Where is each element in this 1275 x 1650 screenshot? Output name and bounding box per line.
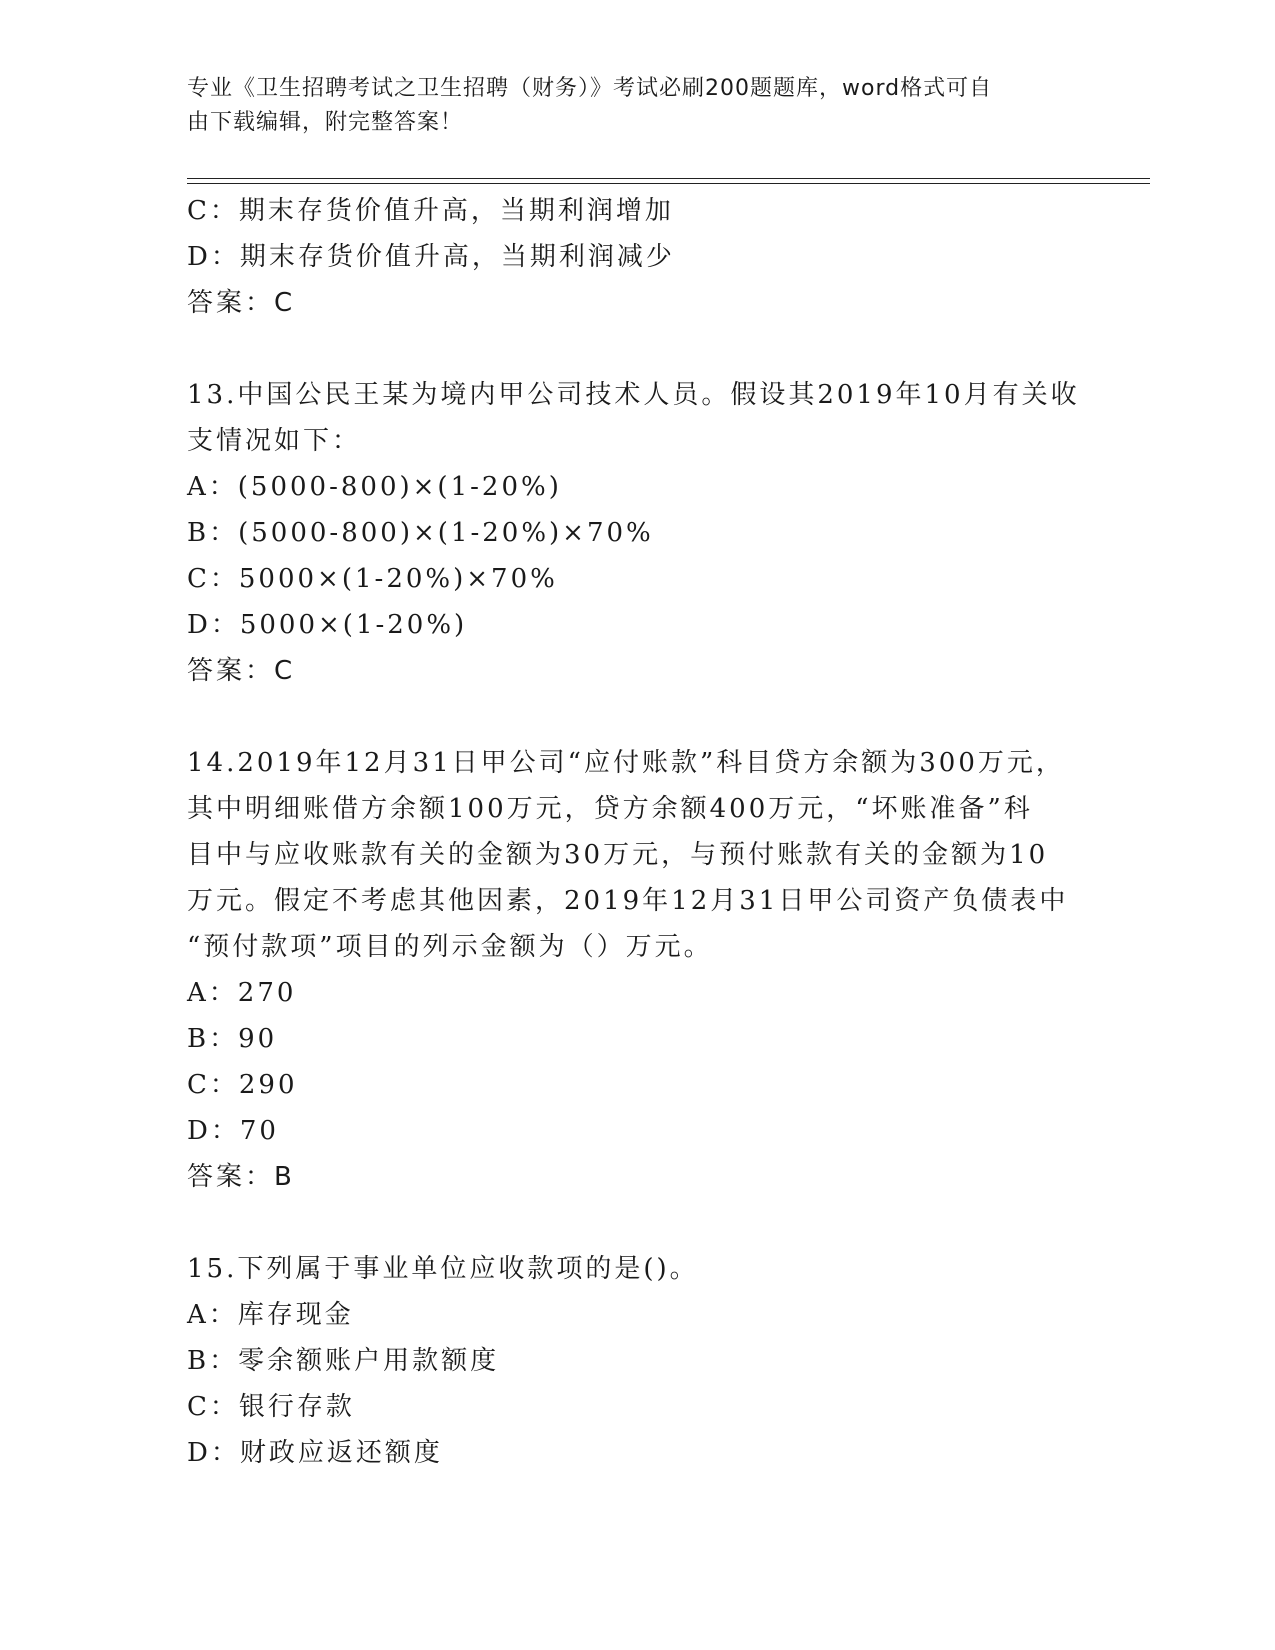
option-b: B：90 <box>187 1024 278 1054</box>
option-c: C：期末存货价值升高，当期利润增加 <box>187 196 674 226</box>
option-d: D：5000×(1-20%) <box>187 610 468 640</box>
question-14 <box>187 740 1087 1200</box>
option-a: A：270 <box>187 978 297 1008</box>
option-a: A：库存现金 <box>187 1300 354 1330</box>
option-b: B：零余额账户用款额度 <box>187 1346 500 1376</box>
answer: 答案：C <box>187 288 296 318</box>
option-c: C：5000×(1-20%)×70% <box>187 564 558 594</box>
option-b: B：(5000-800)×(1-20%)×70% <box>187 518 654 548</box>
question-stem: 其中明细账借方余额100万元，贷方余额400万元，“坏账准备”科 <box>187 794 1033 824</box>
header-divider-bottom <box>187 183 1150 184</box>
spacer <box>187 1200 1087 1246</box>
option-c: C：银行存款 <box>187 1392 355 1422</box>
document-header <box>187 72 1087 140</box>
option-c: C：290 <box>187 1070 298 1100</box>
header-line-1: 专业《卫生招聘考试之卫生招聘（财务）》考试必刷200题题库，word格式可自 <box>187 76 993 101</box>
header-line-2: 由下载编辑，附完整答案！ <box>187 110 464 135</box>
option-a: A：(5000-800)×(1-20%) <box>187 472 562 502</box>
question-stem: 14.2019年12月31日甲公司“应付账款”科目贷方余额为300万元， <box>187 748 1065 778</box>
question-stem: 万元。假定不考虑其他因素，2019年12月31日甲公司资产负债表中 <box>187 886 1069 916</box>
option-d: D：财政应返还额度 <box>187 1438 443 1468</box>
question-15 <box>187 1246 1087 1476</box>
question-12 <box>187 188 1087 326</box>
answer: 答案：B <box>187 1162 295 1192</box>
option-d: D：70 <box>187 1116 279 1146</box>
question-13 <box>187 372 1087 694</box>
document-body <box>187 188 1087 1476</box>
answer: 答案：C <box>187 656 296 686</box>
question-stem: 13.中国公民王某为境内甲公司技术人员。假设其2019年10月有关收 <box>187 380 1080 410</box>
question-stem: 支情况如下： <box>187 426 362 456</box>
question-stem: “预付款项”项目的列示金额为（）万元。 <box>187 932 713 962</box>
spacer <box>187 326 1087 372</box>
option-d: D：期末存货价值升高，当期利润减少 <box>187 242 675 272</box>
question-stem: 15.下列属于事业单位应收款项的是()。 <box>187 1254 699 1284</box>
question-stem: 目中与应收账款有关的金额为30万元，与预付账款有关的金额为10 <box>187 840 1049 870</box>
header-divider-top <box>187 178 1150 179</box>
spacer <box>187 694 1087 740</box>
